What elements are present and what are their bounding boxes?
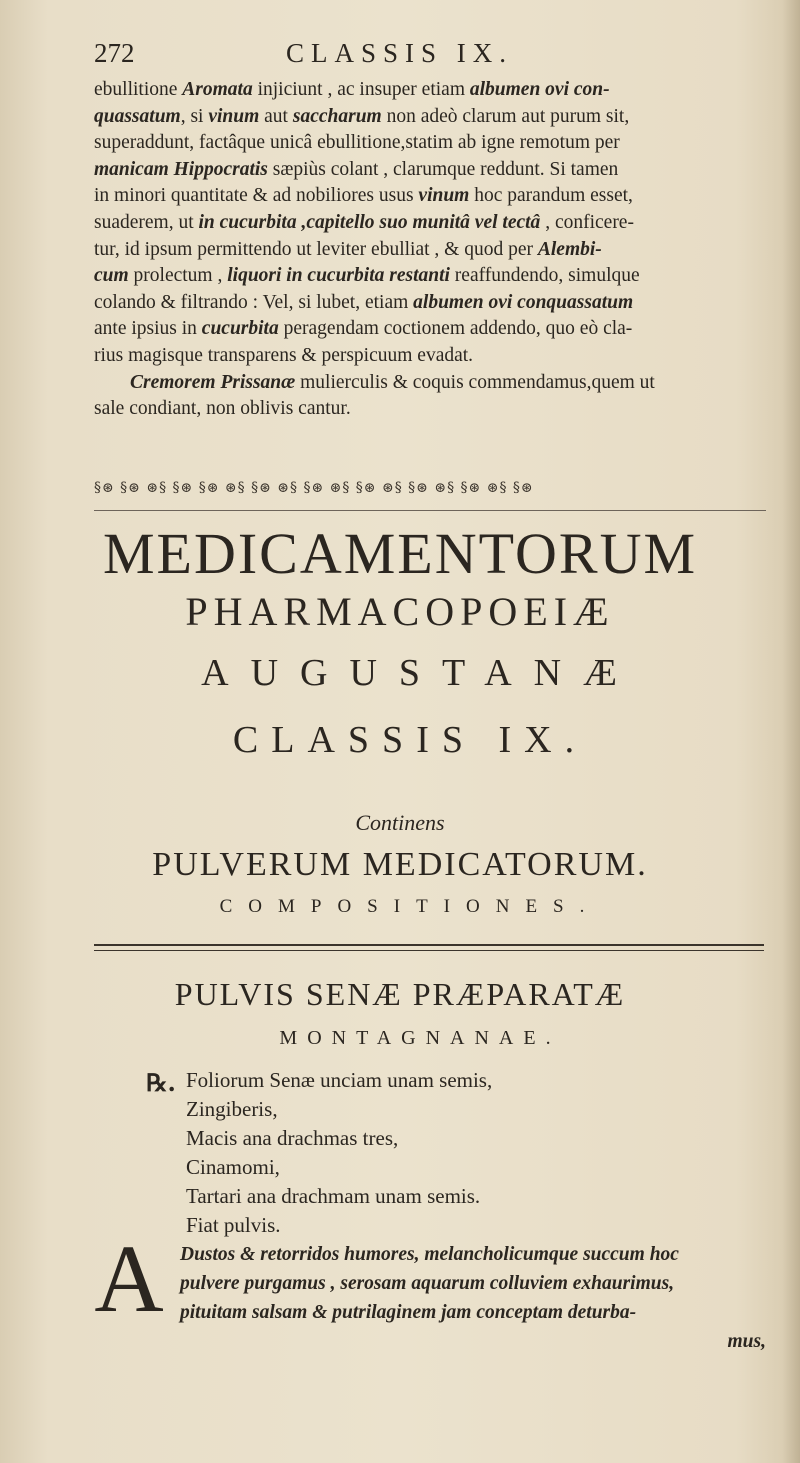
text-run: mulierculis & coquis commendamus,quem ut: [295, 371, 655, 393]
paragraph-line: pulvere purgamus , serosam aquarum colluviem exhaurimus,: [180, 1273, 675, 1294]
text-run: , conficere-: [540, 211, 634, 233]
italic-run: cucurbita: [201, 318, 279, 340]
text-line: [94, 130, 762, 157]
italic-run: vinum: [208, 105, 260, 127]
italic-run: albumen ovi conquassatum: [413, 291, 634, 313]
recipe-ingredients: [186, 1066, 746, 1240]
text-line: [94, 290, 762, 317]
italic-run: liquori in cucurbita restanti: [227, 265, 450, 287]
paragraph-line: pituitam salsam & putrilaginem jam conceptam deturba-: [180, 1302, 637, 1323]
italic-run: quassatum: [94, 105, 181, 127]
text-run: sæpiùs colant , clarumque reddunt. Si tamen: [267, 158, 619, 180]
title-line-4: CLASSIS IX.: [232, 719, 588, 761]
title-line-1: MEDICAMENTORUM: [102, 521, 698, 586]
text-run: hoc parandum esset,: [469, 185, 633, 207]
text-line: [94, 316, 762, 343]
recipe-line: Foliorum Senæ unciam unam semis,: [186, 1068, 493, 1092]
title-line-5: Continens: [355, 810, 445, 835]
title-line-6: PULVERUM MEDICATORUM.: [152, 846, 648, 883]
recipe-line: Tartari ana drachmam unam semis.: [186, 1184, 481, 1208]
divider-rule: [94, 944, 764, 946]
text-run: sale condiant, non oblivis cantur.: [94, 398, 351, 420]
page-number: 272: [94, 38, 135, 68]
title-line-2: PHARMACOPOEIÆ: [185, 589, 615, 634]
text-run: , si: [180, 105, 209, 127]
italic-run: manicam Hippocratis: [94, 158, 268, 180]
running-title: CLASSIS IX.: [286, 38, 514, 68]
text-line: [94, 237, 762, 264]
text-line: [94, 104, 762, 131]
page-fold-shadow: [782, 0, 800, 1463]
italic-run: saccharum: [292, 105, 382, 127]
final-paragraph: [180, 1240, 766, 1356]
recipe-line: Macis ana drachmas tres,: [186, 1126, 399, 1150]
recipe-heading: PULVIS SENÆ PRÆPARATÆ: [174, 976, 626, 1012]
text-run: non adeò clarum aut purum sit,: [381, 105, 630, 127]
text-line: [94, 263, 762, 290]
text-line: [94, 77, 762, 104]
text-run: in minori quantitate & ad nobiliores usus: [94, 185, 419, 207]
recipe-symbol: ℞.: [146, 1068, 176, 1097]
text-run: aut: [259, 105, 293, 127]
text-run: peragendam coctionem addendo, quo eò cla-: [278, 318, 633, 340]
text-run: colando & filtrando : Vel, si lubet, etiam: [94, 291, 414, 313]
text-run: tur, id ipsum permittendo ut leviter ebulliat , & quod per: [94, 238, 538, 260]
text-run: superaddunt, factâque unicâ ebullitione,statim ab igne remotum per: [94, 132, 620, 154]
divider-rule: [94, 950, 764, 951]
text-run: rius magisque transparens & perspicuum evadat.: [94, 344, 474, 366]
ornamental-border: §⊛ §⊛ ⊛§ §⊛ §⊛ ⊛§ §⊛ ⊛§ §⊛ ⊛§ §⊛ ⊛§ §⊛ ⊛§ §⊛ ⊛§ §⊛: [94, 480, 766, 511]
text-line: [94, 370, 762, 397]
text-line: [94, 210, 762, 237]
text-run: injiciunt , ac insuper etiam: [252, 79, 470, 100]
italic-run: vinum: [418, 185, 470, 207]
catchword: mus,: [727, 1331, 766, 1352]
text-run: suaderem, ut: [94, 211, 199, 233]
recipe-line: Zingiberis,: [186, 1097, 278, 1121]
body-text: [94, 77, 762, 423]
text-run: reaffundendo, simulque: [449, 265, 640, 287]
italic-run: in cucurbita ,capitello suo munitâ vel tectâ: [198, 211, 541, 233]
text-line: [94, 183, 762, 210]
text-line: [94, 157, 762, 184]
text-line: [94, 343, 762, 370]
recipe-line: Cinamomi,: [186, 1155, 280, 1179]
text-run: ante ipsius in: [94, 318, 202, 340]
italic-run: Alembi-: [537, 238, 602, 260]
text-line: [94, 396, 762, 423]
title-line-3: AUGUSTANÆ: [201, 652, 639, 694]
italic-run: Cremorem Prissanæ: [130, 371, 296, 393]
running-head: [94, 38, 714, 78]
italic-run: albumen ovi con-: [469, 79, 610, 100]
italic-run: cum: [94, 265, 129, 287]
paragraph-line: Dustos & retorridos humores, melancholicumque succum hoc: [180, 1244, 679, 1265]
title-line-7: COMPOSITIONES.: [219, 896, 601, 917]
text-run: ebullitione: [94, 79, 183, 100]
recipe-line: Fiat pulvis.: [186, 1213, 281, 1237]
drop-cap: A: [94, 1225, 164, 1332]
recipe-subheading: MONTAGNANAE.: [279, 1027, 561, 1049]
italic-run: Aromata: [182, 79, 253, 100]
text-run: prolectum ,: [128, 265, 228, 287]
